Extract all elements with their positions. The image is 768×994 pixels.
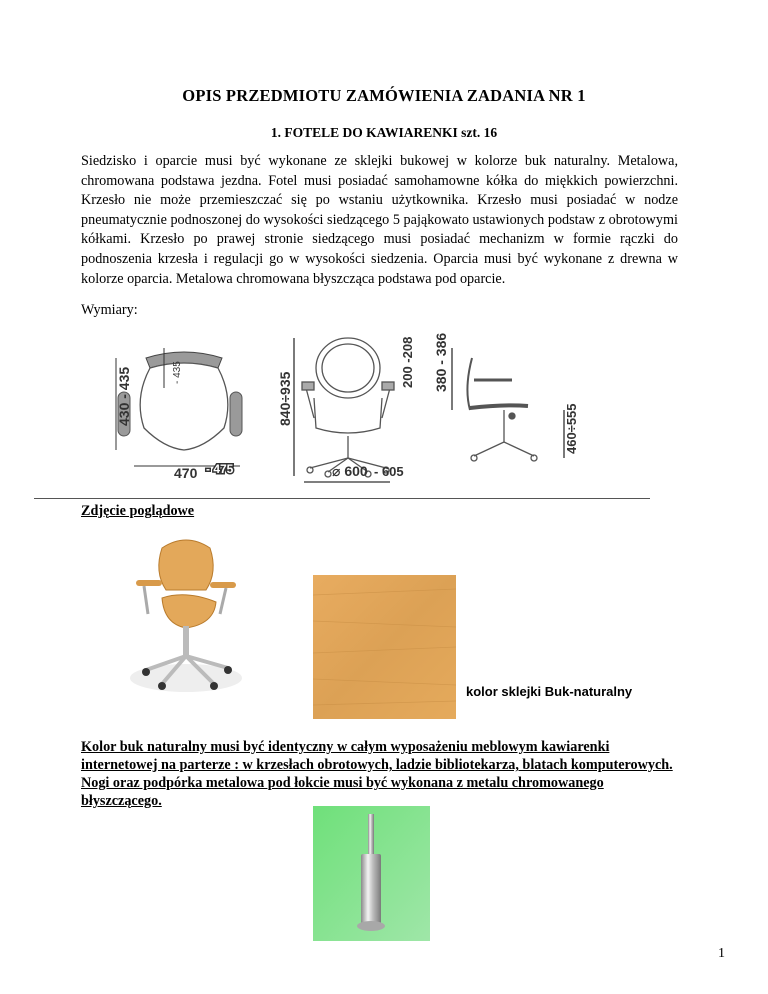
note-chrome-legs: Nogi oraz podpórka metalowa pod łokcie musi być wykonana z metalu chromowanego błyszczącego. [81,775,604,809]
dim-base-diameter-b: - 605 [374,464,404,479]
dim-top-width-a: 470 [174,465,198,481]
dimensions-label: Wymiary: [81,302,138,318]
page-title: OPIS PRZEDMIOTU ZAMÓWIENIA ZADANIA NR 1 [182,86,586,105]
dim-side-back: 380 - 386 [433,332,449,392]
dim-front-height: 840÷935 [277,371,293,426]
description-paragraph: Siedzisko i oparcie musi być wykonane ze sklejki bukowej w kolorze buk naturalny. Metalowa, chromowana podstawa jezdna. Fotel musi posiadać samohamowne kółka do miękkich powierzchni. Krzesło nie może przemieszczać się po wstaniu użytkownika. Krzesło musi posiadać w nodze pneumatycznie podnoszonej do wysokości siedzącego 5 pająkowato ustawionych podstaw z obrotowymi kółkami. Krzesło po prawej stronie siedzącego musi posiadać mechanizm w formie rączki do podnoszenia krzesła i regulacji go w wysokości siedzenia. Oparcia musi być wykonane z drewna w kolorze oparcia. Metalowa chromowana błyszcząca podstawa pod oparcie. [81,153,678,287]
notes-block [81,738,681,810]
dim-base-diameter-a: ⌀ 600 [332,463,368,479]
dimension-drawing [34,318,650,498]
dim-top-depth-inner: - 435 [172,361,183,384]
page-number: 1 [718,946,725,961]
swatch-label: kolor sklejki Buk-naturalny [466,684,633,699]
dim-side-seat: 460÷555 [564,403,579,454]
dim-top-width-b: - 475 [206,462,234,476]
chair-photo [122,528,246,696]
beech-color-swatch [313,575,456,719]
section-title: 1. FOTELE DO KAWIARENKI szt. 16 [270,125,498,140]
note-color-consistency: Kolor buk naturalny musi być identyczny w całym wyposażeniu meblowym kawiarenki internetowej na parterze : w krzesłach obrotowych, ladzie bibliotekarza, blatach komputerowych. [81,739,673,773]
divider [34,498,650,499]
dim-arm-height: 200 -208 [400,336,415,388]
dim-top-depth: 430 - 435 [116,366,132,426]
photo-label: Zdjęcie poglądowe [81,503,195,519]
chrome-stand-photo [313,806,430,941]
